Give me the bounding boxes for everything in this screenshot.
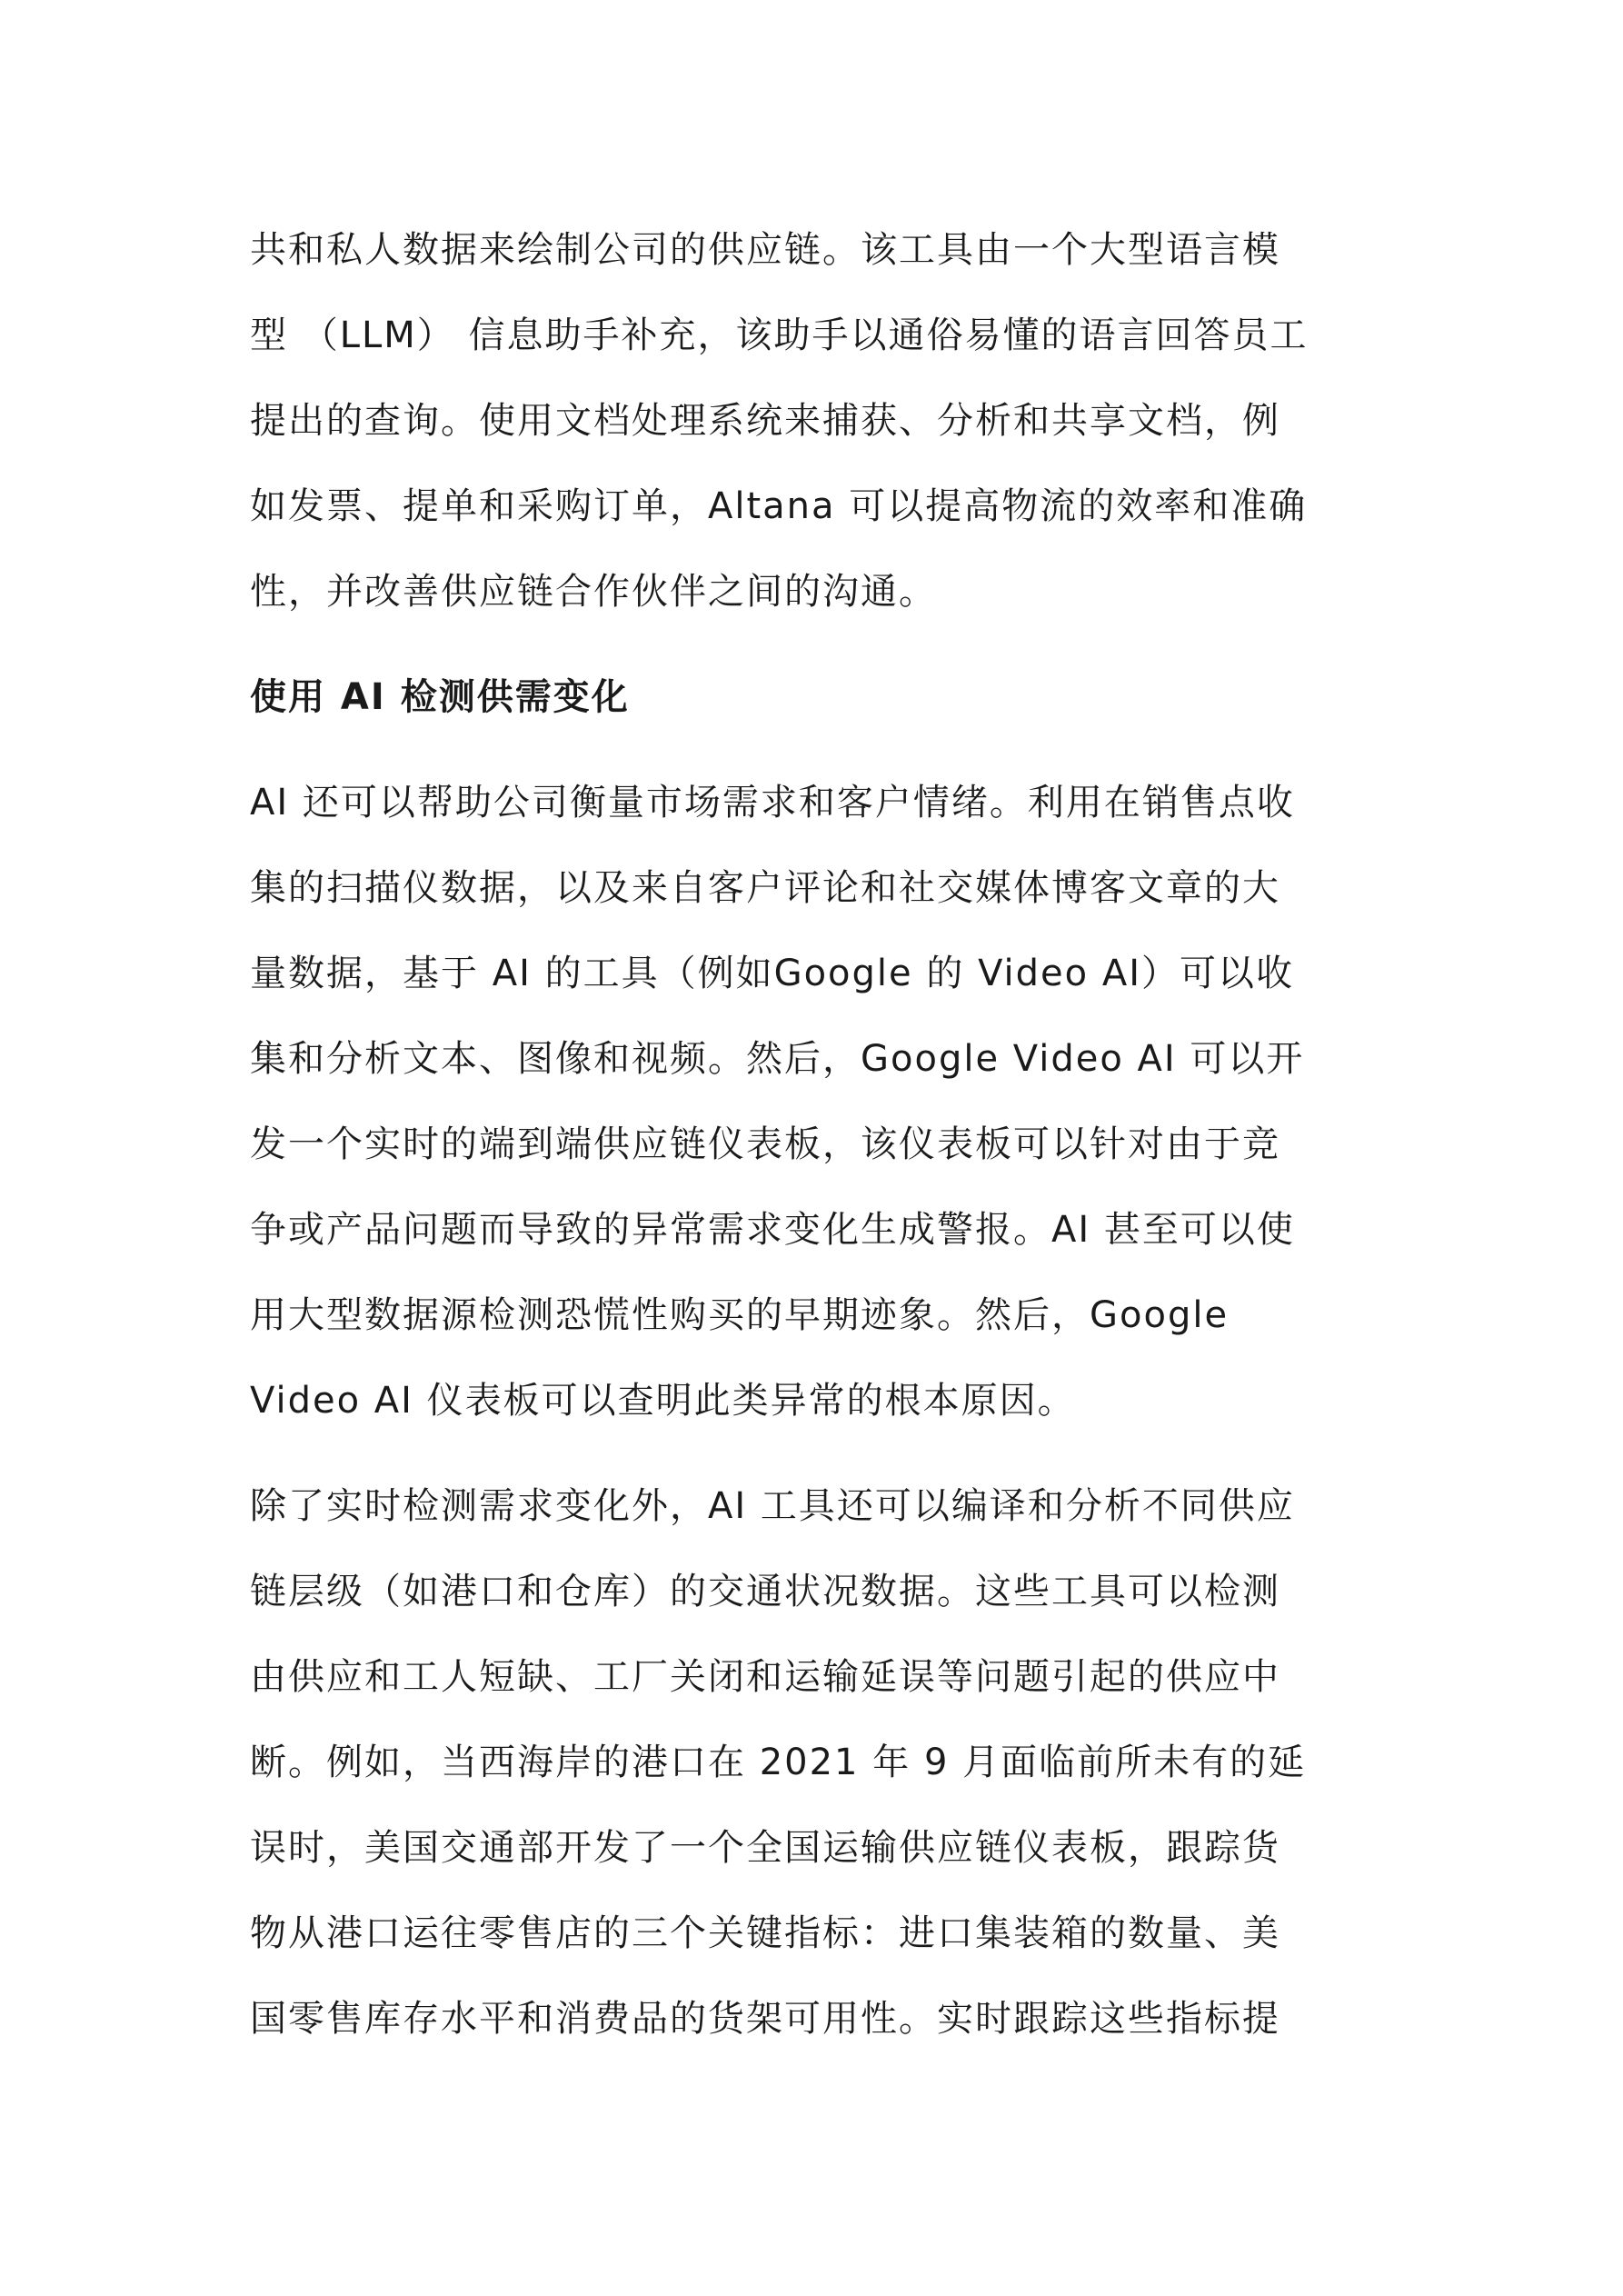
document-body: [250, 207, 1381, 2061]
text-line: AI 还可以帮助公司衡量市场需求和客户情绪。利用在销售点收: [250, 782, 1295, 824]
text-line: 共和私人数据来绘制公司的供应链。该工具由一个大型语言模: [250, 229, 1280, 271]
text-line: 型 （LLM） 信息助手补充，该助手以通俗易懂的语言回答员工: [250, 314, 1309, 356]
text-line: Video AI 仪表板可以查明此类异常的根本原因。: [250, 1380, 1076, 1422]
paragraph: [250, 760, 1381, 1443]
paragraph: [250, 207, 1381, 634]
text-line: 争或产品问题而导致的异常需求变化生成警报。AI 甚至可以使: [250, 1209, 1295, 1251]
text-line: 量数据，基于 AI 的工具（例如Google 的 Video AI）可以收: [250, 953, 1295, 994]
section-heading-block: [250, 654, 1381, 740]
text-line: 如发票、提单和采购订单，Altana 可以提高物流的效率和准确: [250, 485, 1308, 527]
section-heading: 使用 AI 检测供需变化: [250, 676, 630, 718]
text-line: 性，并改善供应链合作伙伴之间的沟通。: [250, 571, 937, 613]
text-line: 提出的查询。使用文档处理系统来捕获、分析和共享文档，例: [250, 400, 1280, 442]
text-line: 链层级（如港口和仓库）的交通状况数据。这些工具可以检测: [250, 1571, 1280, 1612]
text-line: 断。例如，当西海岸的港口在 2021 年 9 月面临前所未有的延: [250, 1742, 1307, 1783]
text-line: 物从港口运往零售店的三个关键指标：进口集装箱的数量、美: [250, 1912, 1280, 1954]
text-line: 由供应和工人短缺、工厂关闭和运输延误等问题引起的供应中: [250, 1656, 1280, 1698]
text-line: 用大型数据源检测恐慌性购买的早期迹象。然后，Google: [250, 1294, 1230, 1336]
text-line: 发一个实时的端到端供应链仪表板，该仪表板可以针对由于竞: [250, 1123, 1280, 1165]
text-line: 集和分析文本、图像和视频。然后，Google Video AI 可以开: [250, 1038, 1305, 1080]
text-line: 集的扫描仪数据，以及来自客户评论和社交媒体博客文章的大: [250, 867, 1280, 909]
paragraph: [250, 1463, 1381, 2061]
text-line: 国零售库存水平和消费品的货架可用性。实时跟踪这些指标提: [250, 1998, 1280, 2040]
text-line: 除了实时检测需求变化外，AI 工具还可以编译和分析不同供应: [250, 1485, 1295, 1527]
text-line: 误时，美国交通部开发了一个全国运输供应链仪表板，跟踪货: [250, 1827, 1280, 1869]
